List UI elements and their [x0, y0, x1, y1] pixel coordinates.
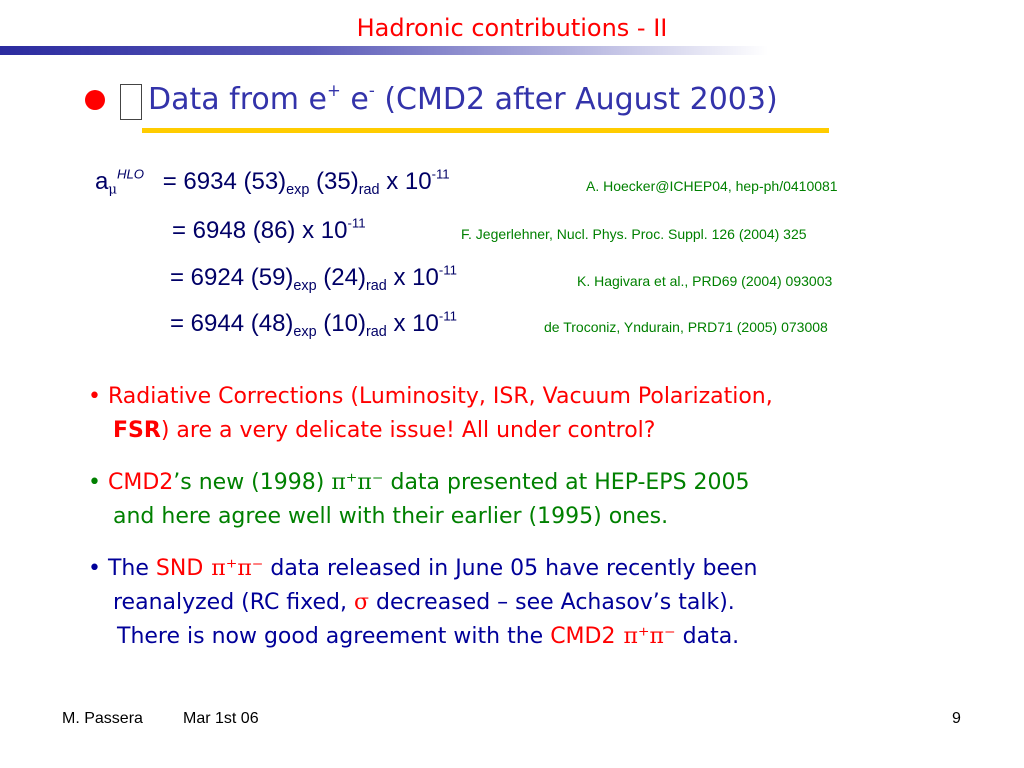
formula-lhs-sup: HLO [116, 166, 145, 182]
bullet-3-text: reanalyzed (RC fixed, [113, 590, 354, 615]
formula-sub-rad: rad [365, 278, 387, 295]
formula-lhs-mu: μ [108, 182, 117, 198]
formula-text: (24) [316, 264, 366, 291]
bullet-1-rest: ) are a very delicate issue! All under control? [160, 418, 656, 443]
heading-suffix: (CMD2 after August 2003) [374, 82, 778, 117]
formula-sub-exp: exp [293, 278, 317, 295]
footer-author: M. Passera [62, 710, 143, 727]
heading-prefix: Data from e [148, 82, 327, 117]
formula-lhs-a: a [95, 168, 109, 195]
reference-2: F. Jegerlehner, Nucl. Phys. Proc. Suppl. 126 (2004) 325 [461, 226, 807, 242]
bullet-1-line-2 [113, 414, 655, 448]
reference-1: A. Hoecker@ICHEP04, hep-ph/0410081 [586, 178, 838, 194]
formula-line-2 [172, 217, 366, 245]
sigma-symbol: σ [354, 590, 370, 615]
heading-sup-minus: - [368, 80, 375, 100]
bullet-2-line-1 [88, 466, 750, 500]
formula-sub-exp: exp [286, 182, 310, 199]
pi-pi-symbol: π⁺π⁻ [211, 556, 264, 581]
bullet-3-text: data. [675, 624, 740, 649]
reference-4: de Troconiz, Yndurain, PRD71 (2005) 073008 [544, 319, 828, 335]
formula-text: = 6934 (53) [156, 168, 287, 195]
bullet-dot-icon [85, 90, 105, 110]
footer-date: Mar 1st 06 [183, 710, 259, 727]
heading-sup-plus: + [326, 80, 341, 100]
formula-line-4 [170, 308, 457, 341]
missing-glyph-icon [120, 84, 142, 120]
formula-text: (10) [316, 310, 366, 337]
title-rule [0, 46, 1024, 55]
formula-text: = 6944 (48) [170, 310, 294, 337]
bullet-3-line-2 [113, 586, 735, 620]
bullet-2-text: ’s new (1998) [173, 470, 332, 495]
bullet-3-text: data released in June 05 have recently been [263, 556, 758, 581]
formula-sub-exp: exp [293, 324, 317, 341]
formula-exponent: -11 [347, 215, 366, 231]
slide-title: Hadronic contributions - II [356, 14, 668, 42]
heading-underline [142, 128, 829, 133]
formula-sub-rad: rad [365, 324, 387, 341]
section-heading [148, 82, 778, 117]
formula-text: x 10 [386, 310, 439, 337]
bullet-1-line-1: • Radiative Corrections (Luminosity, ISR, Vacuum Polarization, [88, 384, 773, 409]
cmd2-label: CMD2 [550, 624, 616, 649]
bullet-3-line-3 [117, 620, 739, 654]
bullet-marker: • [88, 470, 108, 495]
bullet-marker: • The [88, 556, 156, 581]
bullet-2-text: data presented at HEP-EPS 2005 [383, 470, 750, 495]
fsr-label: FSR [113, 418, 161, 443]
snd-label: SND [155, 556, 204, 581]
formula-line-1 [95, 166, 450, 199]
reference-3: K. Hagivara et al., PRD69 (2004) 093003 [577, 273, 833, 289]
formula-sub-rad: rad [358, 182, 380, 199]
formula-text: x 10 [379, 168, 432, 195]
footer-page-number: 9 [952, 710, 961, 727]
pi-pi-symbol: π⁺π⁻ [331, 470, 384, 495]
heading-space: e [340, 82, 369, 117]
cmd2-label: CMD2 [107, 470, 174, 495]
pi-pi-symbol: π⁺π⁻ [623, 624, 676, 649]
formula-line-3 [170, 262, 457, 295]
formula-text: x 10 [386, 264, 439, 291]
bullet-3-text: There is now good agreement with the [117, 624, 551, 649]
bullet-3-text: decreased – see Achasov’s talk). [369, 590, 735, 615]
bullet-3-line-1 [88, 552, 757, 586]
formula-exponent: -11 [438, 262, 457, 278]
bullet-2-line-2: and here agree well with their earlier (1995) ones. [113, 504, 669, 529]
formula-text: (35) [309, 168, 359, 195]
formula-exponent: -11 [431, 166, 450, 182]
formula-text: = 6924 (59) [170, 264, 294, 291]
formula-exponent: -11 [438, 308, 457, 324]
formula-text: = 6948 (86) x 10 [172, 217, 348, 244]
